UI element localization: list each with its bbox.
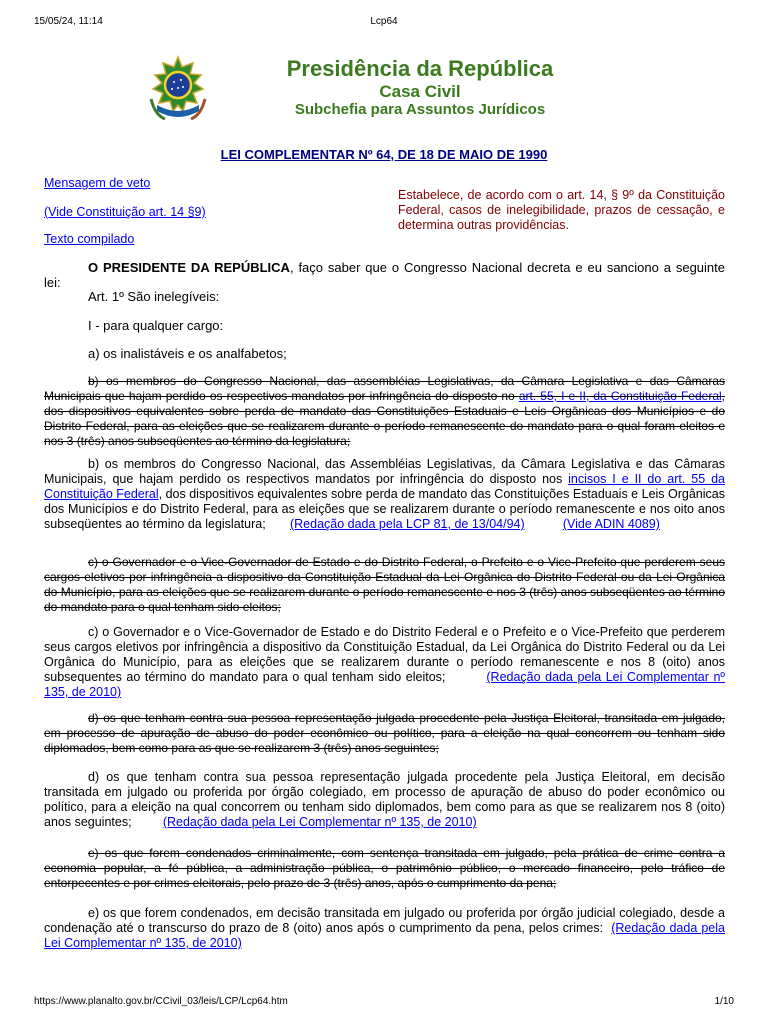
ementa-text: Estabelece, de acordo com o art. 14, § 9º da Constituição Federal, casos de inelegibilidade, prazos de cessação, e determina outras providências. [398,188,725,232]
header-subtitle2: Subchefia para Assuntos Jurídicos [294,101,546,118]
texto-compilado-link[interactable]: Texto compilado [44,232,135,246]
print-tab-title: Lcp64 [370,16,398,27]
alinea-d [44,770,725,830]
coat-of-arms-icon [145,55,211,125]
alinea-b-text: b) os membros do Congresso Nacional, das Assembléias Legislativas, da Câmara Legislativa e das Câmaras Municipais, que hajam perdido os respectivos mandatos por infringência do disposto nos [44,457,725,486]
alinea-e-text: e) os que forem condenados, em decisão transitada em julgado ou proferida por órgão judicial colegiado, desde a condenação até o transcurso do prazo de 8 (oito) anos após o cumprimento da pena, pelos crimes: [44,906,725,935]
header-subtitle: Casa Civil [379,82,461,101]
alinea-e-revoked: e) os que forem condenados criminalmente, com sentença transitada em julgado, pela prática de crime contra a economia popular, a fé pública, a administração pública, o patrimônio público, o mercado financeiro, pelo tráfico de entorpecentes e por crimes eleitorais, pelo prazo de 3 (três) anos, após o cumprimento da pena; [44,846,725,890]
alinea-e [44,906,725,951]
redacao-lcp135-link-c[interactable]: (Redação dada pela Lei Complementar nº 135, de 2010) [44,670,725,699]
alinea-a: a) os inalistáveis e os analfabetos; [88,346,287,361]
preamble-rest: , faço saber que o Congresso Nacional decreta e eu sanciono a seguinte lei: [44,260,726,290]
redacao-lcp135-link-d[interactable]: (Redação dada pela Lei Complementar nº 135, de 2010) [162,815,477,829]
law-title-link[interactable]: LEI COMPLEMENTAR Nº 64, DE 18 DE MAIO DE 1990 [220,147,548,162]
alinea-b-text2: , dos dispositivos equivalentes sobre perda de mandato das Constituições Estaduais e Leis Orgânicas dos Municípios e do Distrito Federal, para as eleições que se realizarem durante o período remanescente e nos oito anos subseqüentes ao término da legislatura; [44,487,725,531]
alinea-d-text: d) os que tenham contra sua pessoa representação julgada procedente pela Justiça Eleitoral, em decisão transitada em julgado ou proferida por órgão colegiado, em processo de apuração de abuso do poder econômico ou político, para a eleição na qual concorrem ou tenham sido diplomados, bem como para as que se realizarem nos 8 (oito) anos seguintes; [44,770,725,829]
alinea-b [44,457,725,532]
print-url: https://www.planalto.gov.br/CCivil_03/leis/LCP/Lcp64.htm [34,996,288,1007]
art55-link[interactable]: art. 55, I e II, da Constituição Federal [518,389,722,403]
veto-message-link[interactable]: Mensagem de veto [44,176,151,190]
redacao-lcp81-link[interactable]: (Redação dada pela LCP 81, de 13/04/94) [289,517,525,531]
preamble-bold: O PRESIDENTE DA REPÚBLICA [88,260,290,275]
print-datetime: 15/05/24, 11:14 [34,16,103,27]
alinea-b-revoked [44,374,725,449]
alinea-b-revoked-text: b) os membros do Congresso Nacional, das assembléias Legislativas, da Câmara Legislativa e das Câmaras Municipais que hajam perdido os respectivos mandatos por infringência do disposto no [44,374,725,403]
header-title: Presidência da República [286,56,554,81]
article-1: Art. 1º São inelegíveis: [88,289,220,304]
vide-constituicao-link[interactable]: (Vide Constituição art. 14 §9) [44,205,206,219]
alinea-b-revoked-text2: , dos dispositivos equivalentes sobre perda de mandato das Constituições Estaduais e Leis Orgânicas dos Municípios e do Distrito Federal, para as eleições que se realizarem durante o período remanescente do mandato para o qual foram eleitos e nos 3 (três) anos subseqüentes ao término da legislatura; [44,389,726,448]
alinea-c-text: c) o Governador e o Vice-Governador de Estado e do Distrito Federal e o Prefeito e o Vice-Prefeito que perderem seus cargos eletivos por infringência a dispositivo da Constituição Estadual, da Lei Orgânica do Distrito Federal ou da Lei Orgânica do Município, para as eleições que se realizarem durante o período remanescente e nos 8 (oito) anos subsequentes ao término do mandato para o qual tenham sido eleitos; [44,625,725,684]
preamble [44,260,725,290]
inciso-1: I - para qualquer cargo: [88,318,224,333]
alinea-d-revoked: d) os que tenham contra sua pessoa representação julgada procedente pela Justiça Eleitoral, transitada em julgado, em processo de apuração de abuso do poder econômico ou político, para a eleição na qual concorrem ou tenham sido diplomados, bem como para as que se realizarem 3 (três) anos seguintes; [44,711,725,755]
print-header [34,16,734,30]
alinea-c-revoked: c) o Governador e o Vice-Governador de Estado e do Distrito Federal, o Prefeito e o Vice-Prefeito que perderem seus cargos eletivos por infringência a dispositivo da Constituição Estadual da Lei Orgânica do Distrito Federal ou da Lei Orgânica do Município, para as eleições que se realizarem durante o período remanescente e nos 3 (três) anos subseqüentes ao término do mandato para o qual tenham sido eleitos; [44,555,725,614]
vide-adin-link[interactable]: (Vide ADIN 4089) [562,517,660,531]
incisos-art55-link[interactable]: incisos I e II do art. 55 da Constituição Federal [44,472,725,501]
redacao-lcp135-link-e[interactable]: (Redação dada pela Lei Complementar nº 135, de 2010) [44,921,725,950]
alinea-c [44,625,725,700]
print-page-counter: 1/10 [714,996,734,1007]
